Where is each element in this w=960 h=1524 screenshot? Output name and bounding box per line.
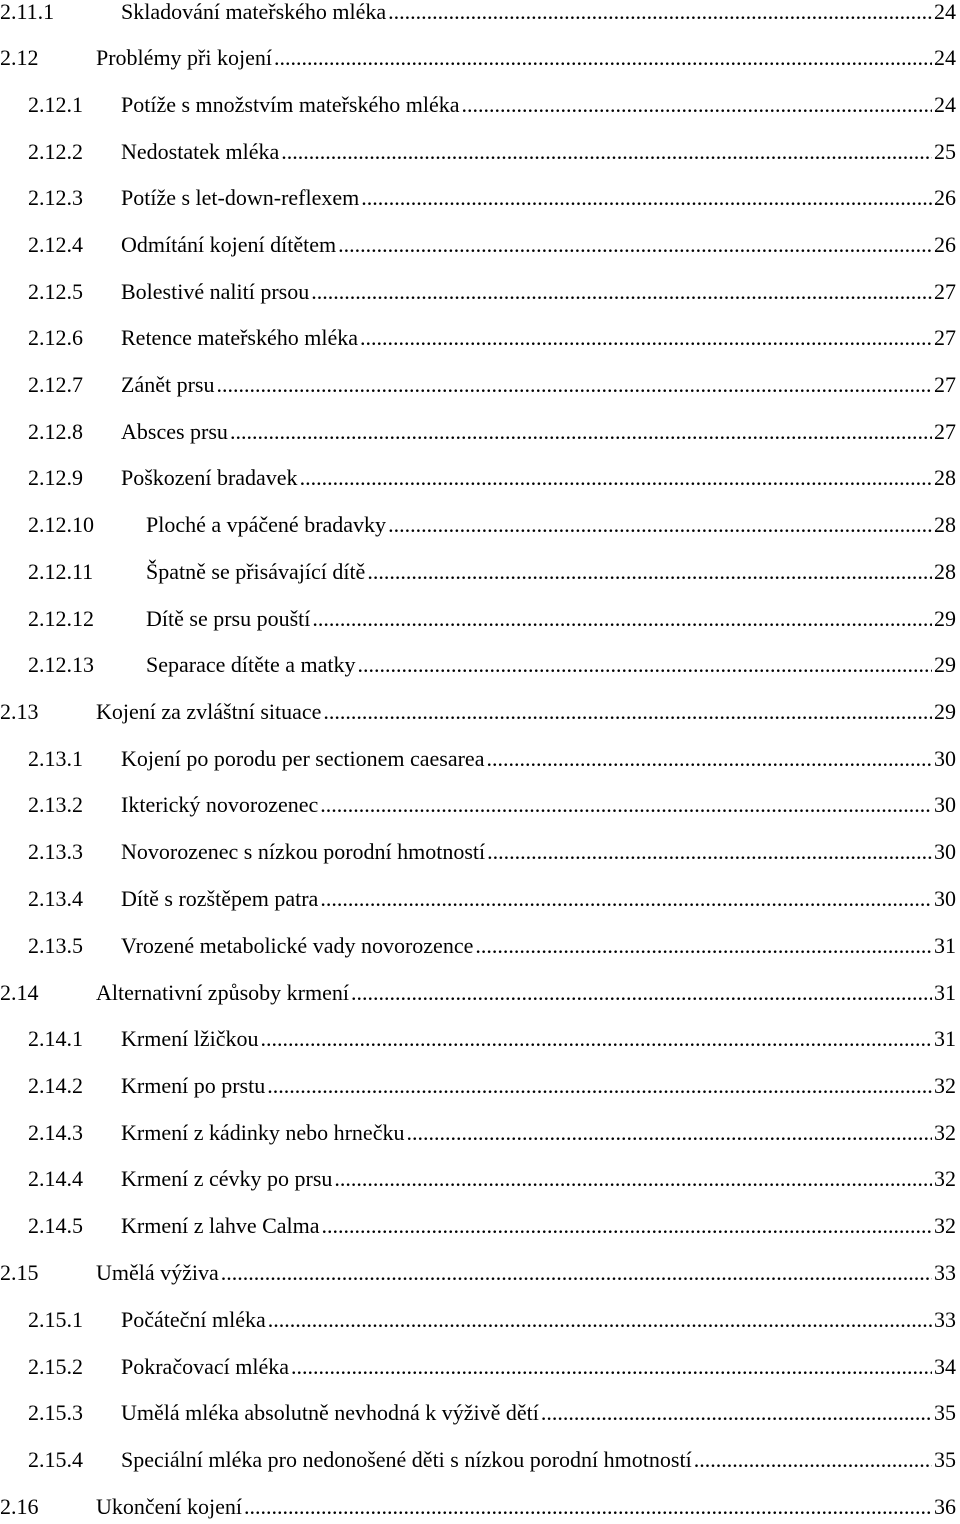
dot-leader [487,837,932,867]
toc-entry[interactable] [0,230,956,260]
toc-entry[interactable] [0,697,956,727]
toc-entry-page: 32 [934,1120,956,1145]
toc-entry[interactable] [0,417,956,447]
toc-entry-number: 2.15.2 [28,1354,83,1379]
toc-entry[interactable] [0,277,956,307]
toc-entry-title: Zánět prsu [121,372,215,397]
toc-entry-number: 2.13.5 [28,933,83,958]
toc-entry[interactable] [0,1258,956,1288]
toc-entry[interactable] [0,978,956,1008]
toc-entry-number: 2.13 [0,699,39,724]
toc-entry-title: Krmení lžičkou [121,1026,259,1051]
toc-entry[interactable] [0,837,956,867]
toc-entry[interactable] [0,1445,956,1475]
toc-entry[interactable] [0,323,956,353]
dot-leader [312,604,932,634]
toc-entry[interactable] [0,43,956,73]
toc-entry-title: Počáteční mléka [121,1307,266,1332]
toc-entry-title: Krmení z kádinky nebo hrnečku [121,1120,405,1145]
toc-entry-title: Dítě s rozštěpem patra [121,886,319,911]
toc-entry-page: 33 [934,1307,956,1332]
toc-entry-title: Retence mateřského mléka [121,325,359,350]
toc-entry-number: 2.13.3 [28,839,83,864]
toc-entry-number: 2.12.10 [28,512,94,537]
toc-entry-page: 30 [934,839,956,864]
toc-entry-number: 2.11.1 [0,0,55,24]
toc-entry-page: 29 [934,606,956,631]
dot-leader [323,697,932,727]
toc-entry-title: Umělá výživa [96,1260,219,1285]
dot-leader [268,1305,932,1335]
toc-entry-title: Ukončení kojení [96,1494,243,1519]
toc-entry-title: Skladování mateřského mléka [121,0,387,24]
toc-entry-number: 2.15.1 [28,1307,83,1332]
toc-entry-number: 2.12.6 [28,325,83,350]
dot-leader [281,137,932,167]
toc-entry-title: Pokračovací mléka [121,1354,289,1379]
dot-leader [338,230,932,260]
dot-leader [406,1118,932,1148]
toc-entry[interactable] [0,1211,956,1241]
toc-entry-page: 28 [934,465,956,490]
dot-leader [216,370,932,400]
dot-leader [462,90,933,120]
dot-leader [274,43,932,73]
dot-leader [367,557,932,587]
toc-entry-title: Krmení z lahve Calma [121,1213,320,1238]
toc-entry-title: Ikterický novorozenec [121,792,319,817]
toc-entry-page: 31 [934,933,956,958]
toc-entry-page: 36 [934,1494,956,1519]
toc-entry-number: 2.13.1 [28,746,83,771]
toc-entry-number: 2.12.5 [28,279,83,304]
toc-entry-title: Špatně se přisávající dítě [146,559,366,584]
toc-entry-title: Poškození bradavek [121,465,298,490]
toc-entry-page: 31 [934,980,956,1005]
dot-leader [291,1352,932,1382]
toc-entry-number: 2.13.4 [28,886,83,911]
toc-entry-title: Krmení po prstu [121,1073,266,1098]
dot-leader [388,510,932,540]
toc-entry[interactable] [0,370,956,400]
dot-leader [541,1398,932,1428]
toc-entry-title: Odmítání kojení dítětem [121,232,337,257]
dot-leader [360,323,932,353]
toc-entry-title: Nedostatek mléka [121,139,280,164]
dot-leader [358,650,932,680]
dot-leader [486,744,932,774]
toc-entry-number: 2.15.3 [28,1400,83,1425]
dot-leader [320,790,932,820]
toc-entry-title: Speciální mléka pro nedonošené děti s nízkou porodní hmotností [121,1447,692,1472]
toc-entry-page: 28 [934,512,956,537]
toc-entry[interactable] [0,744,956,774]
toc-entry-title: Bolestivé nalití prsou [121,279,310,304]
toc-entry[interactable] [0,1118,956,1148]
toc-entry-number: 2.14.4 [28,1166,83,1191]
toc-entry[interactable] [0,790,956,820]
dot-leader [320,884,932,914]
dot-leader [351,978,932,1008]
dot-leader [334,1164,932,1194]
toc-entry-number: 2.12.4 [28,232,83,257]
toc-entry-page: 32 [934,1073,956,1098]
toc-entry-page: 34 [934,1354,956,1379]
dot-leader [267,1071,932,1101]
toc-entry-number: 2.12.8 [28,419,83,444]
toc-entry-page: 27 [934,325,956,350]
toc-entry-page: 26 [934,232,956,257]
toc-entry-title: Alternativní způsoby krmení [96,980,349,1005]
toc-entry-number: 2.14.5 [28,1213,83,1238]
toc-entry[interactable] [0,90,956,120]
toc-entry-number: 2.12.2 [28,139,83,164]
toc-entry[interactable] [0,1305,956,1335]
toc-entry-page: 25 [934,139,956,164]
toc-entry-page: 24 [934,45,956,70]
toc-entry-title: Umělá mléka absolutně nevhodná k výživě dětí [121,1400,539,1425]
toc-entry[interactable] [0,604,956,634]
toc-entry[interactable] [0,1071,956,1101]
toc-entry-number: 2.15.4 [28,1447,83,1472]
dot-leader [300,463,932,493]
toc-entry-number: 2.14.1 [28,1026,83,1051]
toc-entry[interactable] [0,1398,956,1428]
toc-entry-page: 30 [934,886,956,911]
toc-entry-page: 29 [934,699,956,724]
toc-entry[interactable] [0,1492,956,1522]
toc-entry-page: 26 [934,185,956,210]
toc-entry-number: 2.14.3 [28,1120,83,1145]
toc-entry[interactable] [0,510,956,540]
dot-leader [694,1445,932,1475]
dot-leader [230,417,932,447]
toc-entry-title: Krmení z cévky po prsu [121,1166,333,1191]
toc-entry-page: 33 [934,1260,956,1285]
toc-entry-number: 2.13.2 [28,792,83,817]
toc-entry-number: 2.12.3 [28,185,83,210]
toc-entry-page: 31 [934,1026,956,1051]
toc-entry-title: Absces prsu [121,419,228,444]
toc-entry-page: 30 [934,792,956,817]
toc-entry-page: 35 [934,1400,956,1425]
toc-entry-page: 30 [934,746,956,771]
toc-entry-page: 24 [934,92,956,117]
toc-entry-title: Problémy při kojení [96,45,272,70]
dot-leader [244,1492,932,1522]
toc-entry-title: Vrozené metabolické vady novorozence [121,933,474,958]
dot-leader [311,277,932,307]
dot-leader [260,1024,932,1054]
toc-entry-page: 27 [934,372,956,397]
toc-entry-page: 27 [934,419,956,444]
toc-entry-page: 24 [934,0,956,24]
toc-entry-number: 2.16 [0,1494,39,1519]
toc-entry[interactable] [0,931,956,961]
toc-entry[interactable] [0,1352,956,1382]
toc-entry-number: 2.14 [0,980,39,1005]
toc-entry-title: Separace dítěte a matky [146,652,356,677]
toc-entry-number: 2.12.7 [28,372,83,397]
toc-entry-number: 2.12.9 [28,465,83,490]
toc-entry-number: 2.12.11 [28,559,94,584]
dot-leader [322,1211,932,1241]
toc-entry[interactable] [0,183,956,213]
dot-leader [221,1258,932,1288]
toc-entry[interactable] [0,557,956,587]
toc-entry[interactable] [0,1024,956,1054]
toc-entry-title: Potíže s množstvím mateřského mléka [121,92,460,117]
toc-entry-title: Novorozenec s nízkou porodní hmotností [121,839,486,864]
dot-leader [361,183,932,213]
toc-entry-number: 2.12.1 [28,92,83,117]
toc-entry-title: Dítě se prsu pouští [146,606,311,631]
toc-entry-title: Ploché a vpáčené bradavky [146,512,387,537]
dot-leader [475,931,932,961]
toc-entry-number: 2.12 [0,45,39,70]
toc-entry[interactable] [0,463,956,493]
toc-entry-number: 2.14.2 [28,1073,83,1098]
toc-entry-number: 2.12.13 [28,652,94,677]
toc-entry-page: 27 [934,279,956,304]
toc-entry[interactable] [0,0,956,27]
toc-entry[interactable] [0,884,956,914]
toc-entry-page: 32 [934,1213,956,1238]
toc-entry[interactable] [0,650,956,680]
dot-leader [388,0,932,27]
toc-entry-title: Kojení za zvláštní situace [96,699,322,724]
toc-entry-number: 2.12.12 [28,606,94,631]
toc-entry-title: Kojení po porodu per sectionem caesarea [121,746,485,771]
toc-entry[interactable] [0,1164,956,1194]
toc-entry-page: 35 [934,1447,956,1472]
toc-entry[interactable] [0,137,956,167]
toc-entry-number: 2.15 [0,1260,39,1285]
toc-entry-page: 28 [934,559,956,584]
toc-entry-title: Potíže s let-down-reflexem [121,185,360,210]
toc-entry-page: 29 [934,652,956,677]
toc-entry-page: 32 [934,1166,956,1191]
